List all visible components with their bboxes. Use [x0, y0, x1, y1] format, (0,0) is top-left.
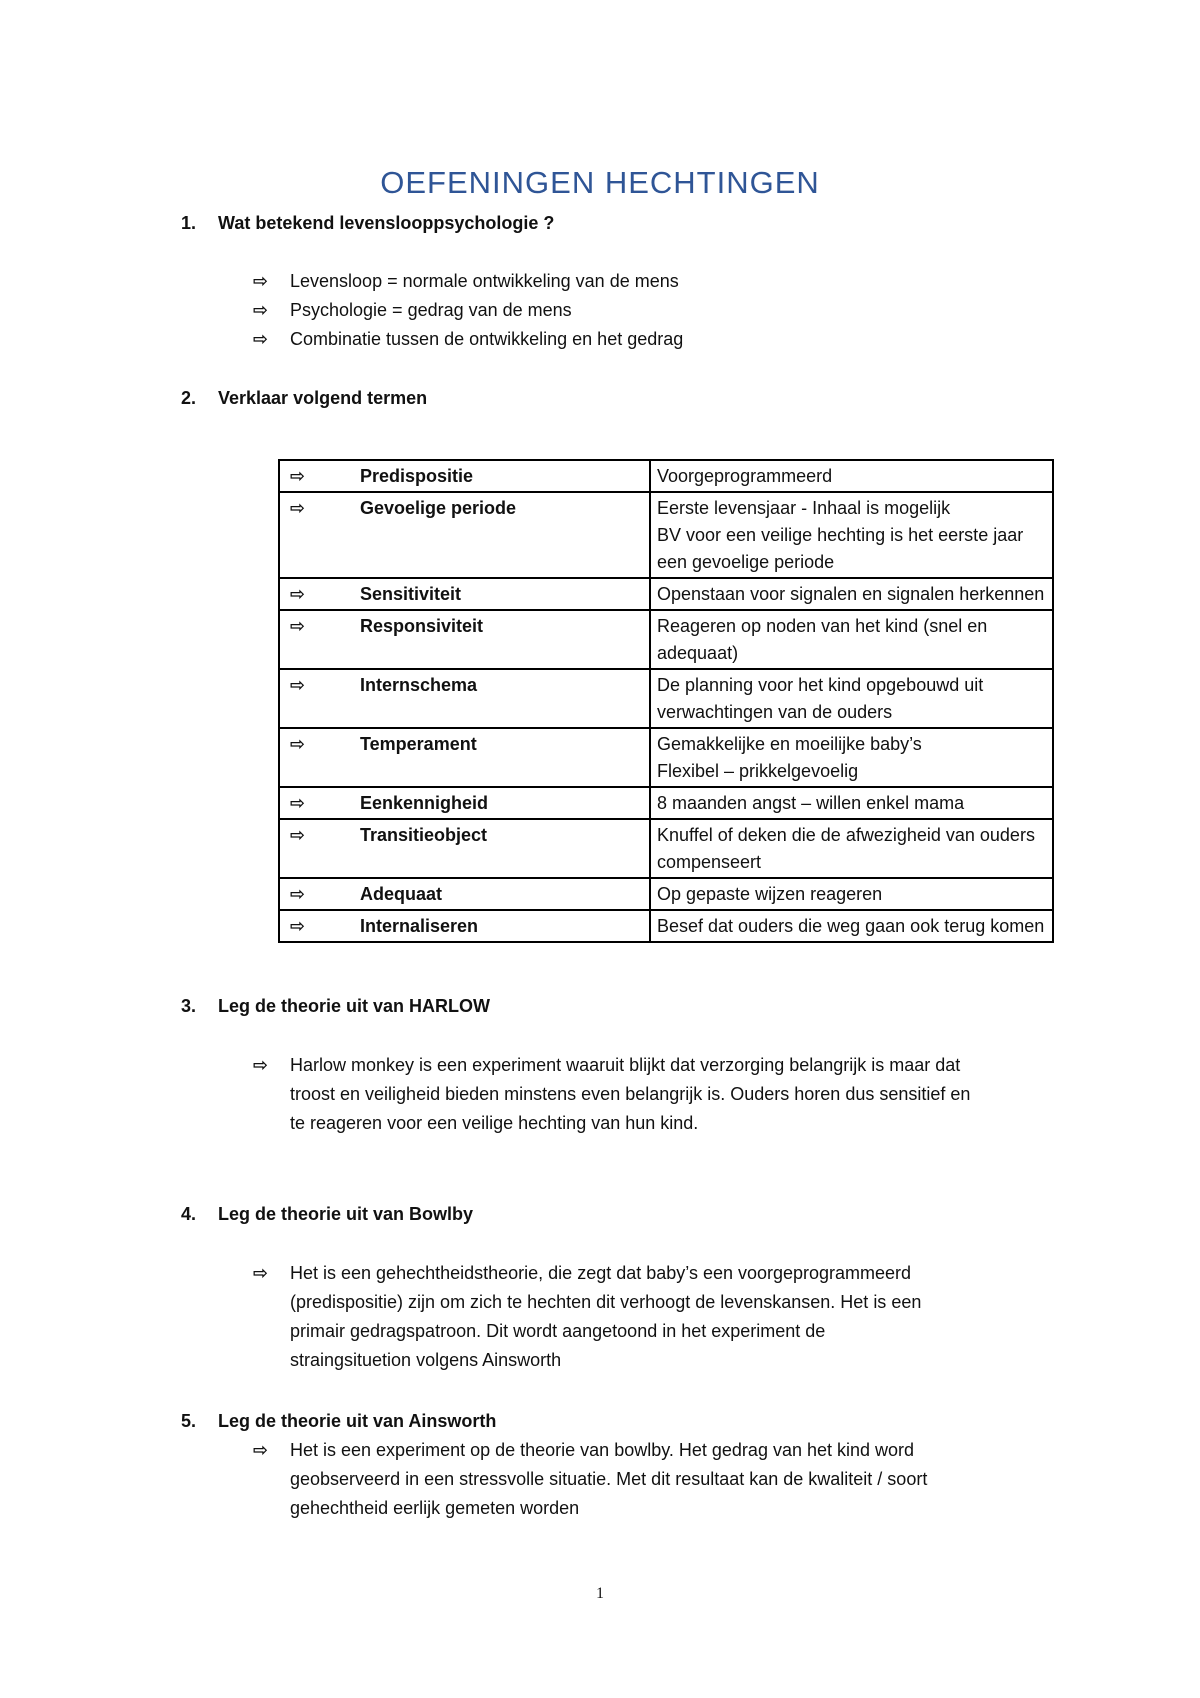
- definition-cell: [650, 910, 1053, 942]
- term-cell: Internschema: [354, 669, 650, 728]
- definition-cell: [650, 610, 1053, 669]
- bullet-text: straingsituetion volgens Ainsworth: [290, 1350, 562, 1370]
- arrow-icon: ⇨: [253, 271, 269, 291]
- arrow-icon: ⇨: [279, 728, 354, 787]
- question-text: Verklaar volgend termen: [218, 388, 428, 408]
- arrow-icon: ⇨: [279, 610, 354, 669]
- definition-text: Op gepaste wijzen reageren: [657, 884, 883, 904]
- question-2: [181, 388, 427, 409]
- definition-text: De planning voor het kind opgebouwd uit verwachtingen van de ouders: [657, 675, 984, 722]
- bullet-text: Harlow monkey is een experiment waaruit blijkt dat verzorging belangrijk is maar dat: [290, 1055, 961, 1075]
- bullet-text: primair gedragspatroon. Dit wordt aangetoond in het experiment de: [290, 1321, 826, 1341]
- question-1: [181, 213, 554, 234]
- definition-text: Gemakkelijke en moeilijke baby’s: [657, 734, 922, 754]
- bullet-text: Het is een experiment op de theorie van bowlby. Het gedrag van het kind word: [290, 1440, 915, 1460]
- definition-text: BV voor een veilige hechting is het eerste jaar een gevoelige periode: [657, 525, 1024, 572]
- question-5: [181, 1411, 496, 1432]
- definition-text: Eerste levensjaar - Inhaal is mogelijk: [657, 498, 951, 518]
- table-row: [279, 578, 1053, 610]
- definition-cell: [650, 728, 1053, 787]
- table-row: [279, 787, 1053, 819]
- question-4: [181, 1204, 473, 1225]
- term-cell: Temperament: [354, 728, 650, 787]
- table-row: [279, 610, 1053, 669]
- term-cell: Predispositie: [354, 460, 650, 492]
- definition-cell: [650, 669, 1053, 728]
- table-row: [279, 819, 1053, 878]
- arrow-icon: ⇨: [253, 1440, 269, 1460]
- definition-cell: [650, 578, 1053, 610]
- definition-text: Flexibel – prikkelgevoelig: [657, 761, 859, 781]
- arrow-icon: ⇨: [253, 1055, 269, 1075]
- term-cell: Transitieobject: [354, 819, 650, 878]
- table-row: [279, 460, 1053, 492]
- term-cell: Eenkennigheid: [354, 787, 650, 819]
- bullet-text: troost en veiligheid bieden minstens even belangrijk is. Ouders horen dus sensitief en: [290, 1084, 971, 1104]
- arrow-icon: ⇨: [253, 1263, 269, 1283]
- question-number: 3.: [181, 996, 197, 1016]
- definition-text: Besef dat ouders die weg gaan ook terug komen: [657, 916, 1045, 936]
- table-row: [279, 728, 1053, 787]
- definition-cell: [650, 492, 1053, 578]
- definition-cell: [650, 787, 1053, 819]
- terms-table: [278, 459, 1054, 943]
- table-row: [279, 492, 1053, 578]
- definition-text: Knuffel of deken die de afwezigheid van ouders compenseert: [657, 825, 1035, 872]
- bullet-text: geobserveerd in een stressvolle situatie. Met dit resultaat kan de kwaliteit / soort: [290, 1469, 928, 1489]
- arrow-icon: ⇨: [279, 878, 354, 910]
- bullet-text: Levensloop = normale ontwikkeling van de mens: [290, 271, 679, 291]
- bullet-text: Combinatie tussen de ontwikkeling en het gedrag: [290, 329, 684, 349]
- table-row: [279, 878, 1053, 910]
- question-number: 5.: [181, 1411, 197, 1431]
- definition-cell: [650, 460, 1053, 492]
- definition-text: 8 maanden angst – willen enkel mama: [657, 793, 965, 813]
- question-3: [181, 996, 490, 1017]
- arrow-icon: ⇨: [279, 460, 354, 492]
- arrow-icon: ⇨: [279, 787, 354, 819]
- question-text: Leg de theorie uit van HARLOW: [218, 996, 491, 1016]
- question-number: 2.: [181, 388, 197, 408]
- definition-cell: [650, 819, 1053, 878]
- question-number: 1.: [181, 213, 197, 233]
- arrow-icon: ⇨: [279, 669, 354, 728]
- question-text: Leg de theorie uit van Ainsworth: [218, 1411, 497, 1431]
- arrow-icon: ⇨: [279, 578, 354, 610]
- bullet-text: Psychologie = gedrag van de mens: [290, 300, 572, 320]
- arrow-icon: ⇨: [279, 910, 354, 942]
- term-cell: Gevoelige periode: [354, 492, 650, 578]
- bullet-text: gehechtheid eerlijk gemeten worden: [290, 1498, 580, 1518]
- bullet-text: (predispositie) zijn om zich te hechten dit verhoogt de levenskansen. Het is een: [290, 1292, 922, 1312]
- term-cell: Internaliseren: [354, 910, 650, 942]
- arrow-icon: ⇨: [279, 819, 354, 878]
- definition-text: Voorgeprogrammeerd: [657, 466, 833, 486]
- table-row: [279, 669, 1053, 728]
- term-cell: Adequaat: [354, 878, 650, 910]
- bullet-text: te reageren voor een veilige hechting van hun kind.: [290, 1113, 699, 1133]
- question-text: Leg de theorie uit van Bowlby: [218, 1204, 474, 1224]
- term-cell: Sensitiviteit: [354, 578, 650, 610]
- bullet-text: Het is een gehechtheidstheorie, die zegt dat baby’s een voorgeprogrammeerd: [290, 1263, 912, 1283]
- term-cell: Responsiviteit: [354, 610, 650, 669]
- arrow-icon: ⇨: [279, 492, 354, 578]
- definition-text: Openstaan voor signalen en signalen herkennen: [657, 584, 1045, 604]
- page-number: 1: [596, 1585, 604, 1602]
- page-title: OEFENINGEN HECHTINGEN: [380, 165, 820, 200]
- definition-cell: [650, 878, 1053, 910]
- question-text: Wat betekend levenslooppsychologie ?: [218, 213, 555, 233]
- table-row: [279, 910, 1053, 942]
- definition-text: Reageren op noden van het kind (snel en adequaat): [657, 616, 988, 663]
- question-number: 4.: [181, 1204, 197, 1224]
- arrow-icon: ⇨: [253, 329, 269, 349]
- arrow-icon: ⇨: [253, 300, 269, 320]
